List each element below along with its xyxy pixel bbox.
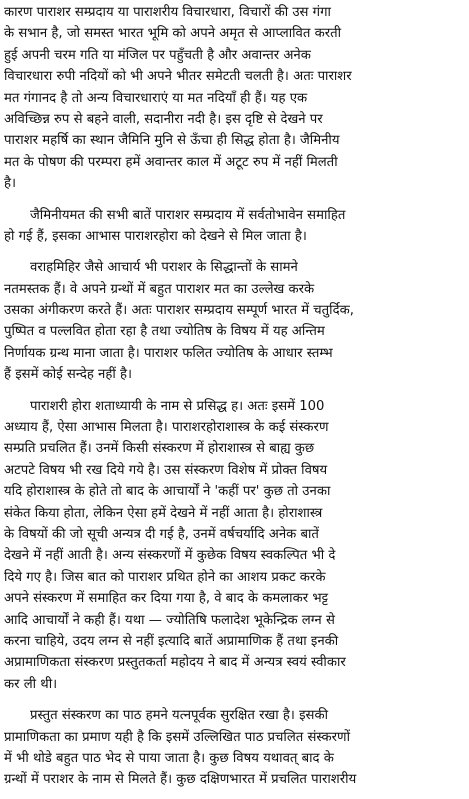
text-line: विचारधारा रुपी नदियों को भी अपने भीतर समेटती चलती है। अतः पाराशर — [4, 69, 352, 85]
text-line: जैमिनीयमत की सभी बातें पाराशर सम्प्रदाय में सर्वतोभावेन समाहित — [30, 207, 346, 223]
text-line: पाराशरी होरा शताध्यायी के नाम से प्रसिद्ध ह। अतः इसमें 100 — [30, 398, 325, 414]
text-line: अप्रामाणिकता संस्करण प्रस्तुतकर्ता महोदय ने बाद में अन्यत्र स्वयं स्वीकार — [4, 655, 346, 671]
text-line: देखने में नहीं आती है। अन्य संस्करणों में कुछेक विषय स्वकल्पित भी दे — [4, 548, 336, 564]
paragraph-4 — [4, 396, 464, 695]
paragraph-1 — [4, 2, 464, 195]
text-line: वराहमिहिर जैसे आचार्य भी पराशर के सिद्धान्तों के सामने — [30, 260, 298, 276]
text-line: अविच्छिन्न रुप से बहने वाली, सदानीरा नदी है। इस दृष्टि से देखने पर — [4, 111, 323, 127]
text-line: हैं इसमें कोई सन्देह नहीं है। — [4, 367, 132, 383]
text-line: सम्प्रति प्रचलित हैं। उनमें किसी संस्करण में होराशास्त्र से बाह्य कुछ — [4, 441, 315, 457]
paragraph-3 — [4, 257, 464, 385]
paragraph-5 — [4, 705, 464, 791]
text-line: उसका अंगीकरण करते हैं। अतः पाराशर सम्प्रदाय सम्पूर्ण भारत में चतुर्दिक, — [4, 303, 354, 319]
paragraph-gap — [4, 386, 464, 396]
text-line: मत गंगानद है तो अन्य विचारधाराएं या मत नदियाँ ही हैं। यह एक — [4, 90, 308, 106]
paragraph-gap — [4, 695, 464, 705]
text-line: कारण पाराशर सम्प्रदाय या पाराशरीय विचारधारा, विचारों की उस गंगा — [4, 5, 331, 20]
text-line: संकेत किया होता, लेकिन ऐसा हमें देखने में नहीं आता है। होराशास्त्र — [4, 505, 323, 521]
text-line: अध्याय हैं, ऐसा आभास मिलता है। पाराशरहोराशास्त्र के कई संस्करण — [4, 420, 329, 436]
text-line: प्रामाणिकता का प्रमाण यही है कि इसमें उल्लिखित पाठ प्रचलित संस्करणों — [4, 729, 351, 745]
text-line: प्रस्तुत संस्करण का पाठ हमने यत्नपूर्वक सुरक्षित रखा है। इसकी — [30, 708, 329, 724]
text-line: हो गई हैं, इसका आभास पाराशरहोरा को देखने से मिल जाता है। — [4, 228, 307, 244]
text-line: मत के पोषण की परम्परा हमें अवान्तर काल में अटूट रुप में नहीं मिलती — [4, 154, 338, 170]
paragraph-2 — [4, 205, 464, 248]
text-line: निर्णायक ग्रन्थ माना जाता है। पाराशर फलित ज्योतिष के आधार स्तम्भ — [4, 345, 333, 361]
text-line: ग्रन्थों में पराशर के नाम से मिलते हैं। कुछ दक्षिणभारत में प्रचलित पाराशरीय — [4, 772, 357, 788]
text-line: अपने संस्करण में समाहित कर दिया गया है, वे बाद के कमलाकर भट्ट — [4, 591, 329, 607]
text-line: कर ली थी। — [4, 676, 58, 692]
paragraph-gap — [4, 195, 464, 205]
text-line: हुई अपनी चरम गति या मंजिल पर पहुँचती है और अवान्तर अनेक — [4, 47, 311, 63]
text-line: आदि आचार्यों ने कही हैं। यथा — ज्योतिषि फलादेश भूकेन्द्रिक लग्न से — [4, 612, 335, 628]
text-line: यदि होराशास्त्र के होते तो बाद के आचार्यों ने 'कहीं पर' कुछ तो उनका — [4, 484, 331, 500]
text-line: करना चाहिये, उदय लग्न से नहीं इत्यादि बातें अप्रामाणिक हैं तथा इनकी — [4, 633, 339, 649]
text-line: पाराशर महर्षि का स्थान जैमिनि मुनि से ऊँचा ही सिद्ध होता है। जैमिनीय — [4, 133, 340, 149]
text-line: के विषयों की जो सूची अन्यत्र दी गई है, उनमें वर्षचर्यादि अनेक बातें — [4, 526, 319, 542]
text-line: अटपटे विषय भी रख दिये गये है। उस संस्करण विशेष में प्रोक्त विषय — [4, 462, 328, 478]
text-line: है। — [4, 176, 17, 192]
text-line: नतमस्तक हैं। वे अपने ग्रन्थों में बहुत पाराशर मत का उल्लेख करके — [4, 281, 315, 297]
paragraph-gap — [4, 247, 464, 257]
text-line: पुष्पित व पल्लवित होता रहा है तथा ज्योतिष के विषय में यह अन्तिम — [4, 324, 325, 340]
text-line: के सभान है, जो समस्त भारत भूमि को अपने अमृत से आप्लावित करती — [4, 26, 342, 42]
text-line: दिये गए है। जिस बात को पाराशर प्रथित होने का आशय प्रकट करके — [4, 569, 326, 585]
text-line: में भी थोडे बहुत पाठ भेद से पाया जाता है। कुछ विषय यथावत् बाद के — [4, 750, 334, 766]
